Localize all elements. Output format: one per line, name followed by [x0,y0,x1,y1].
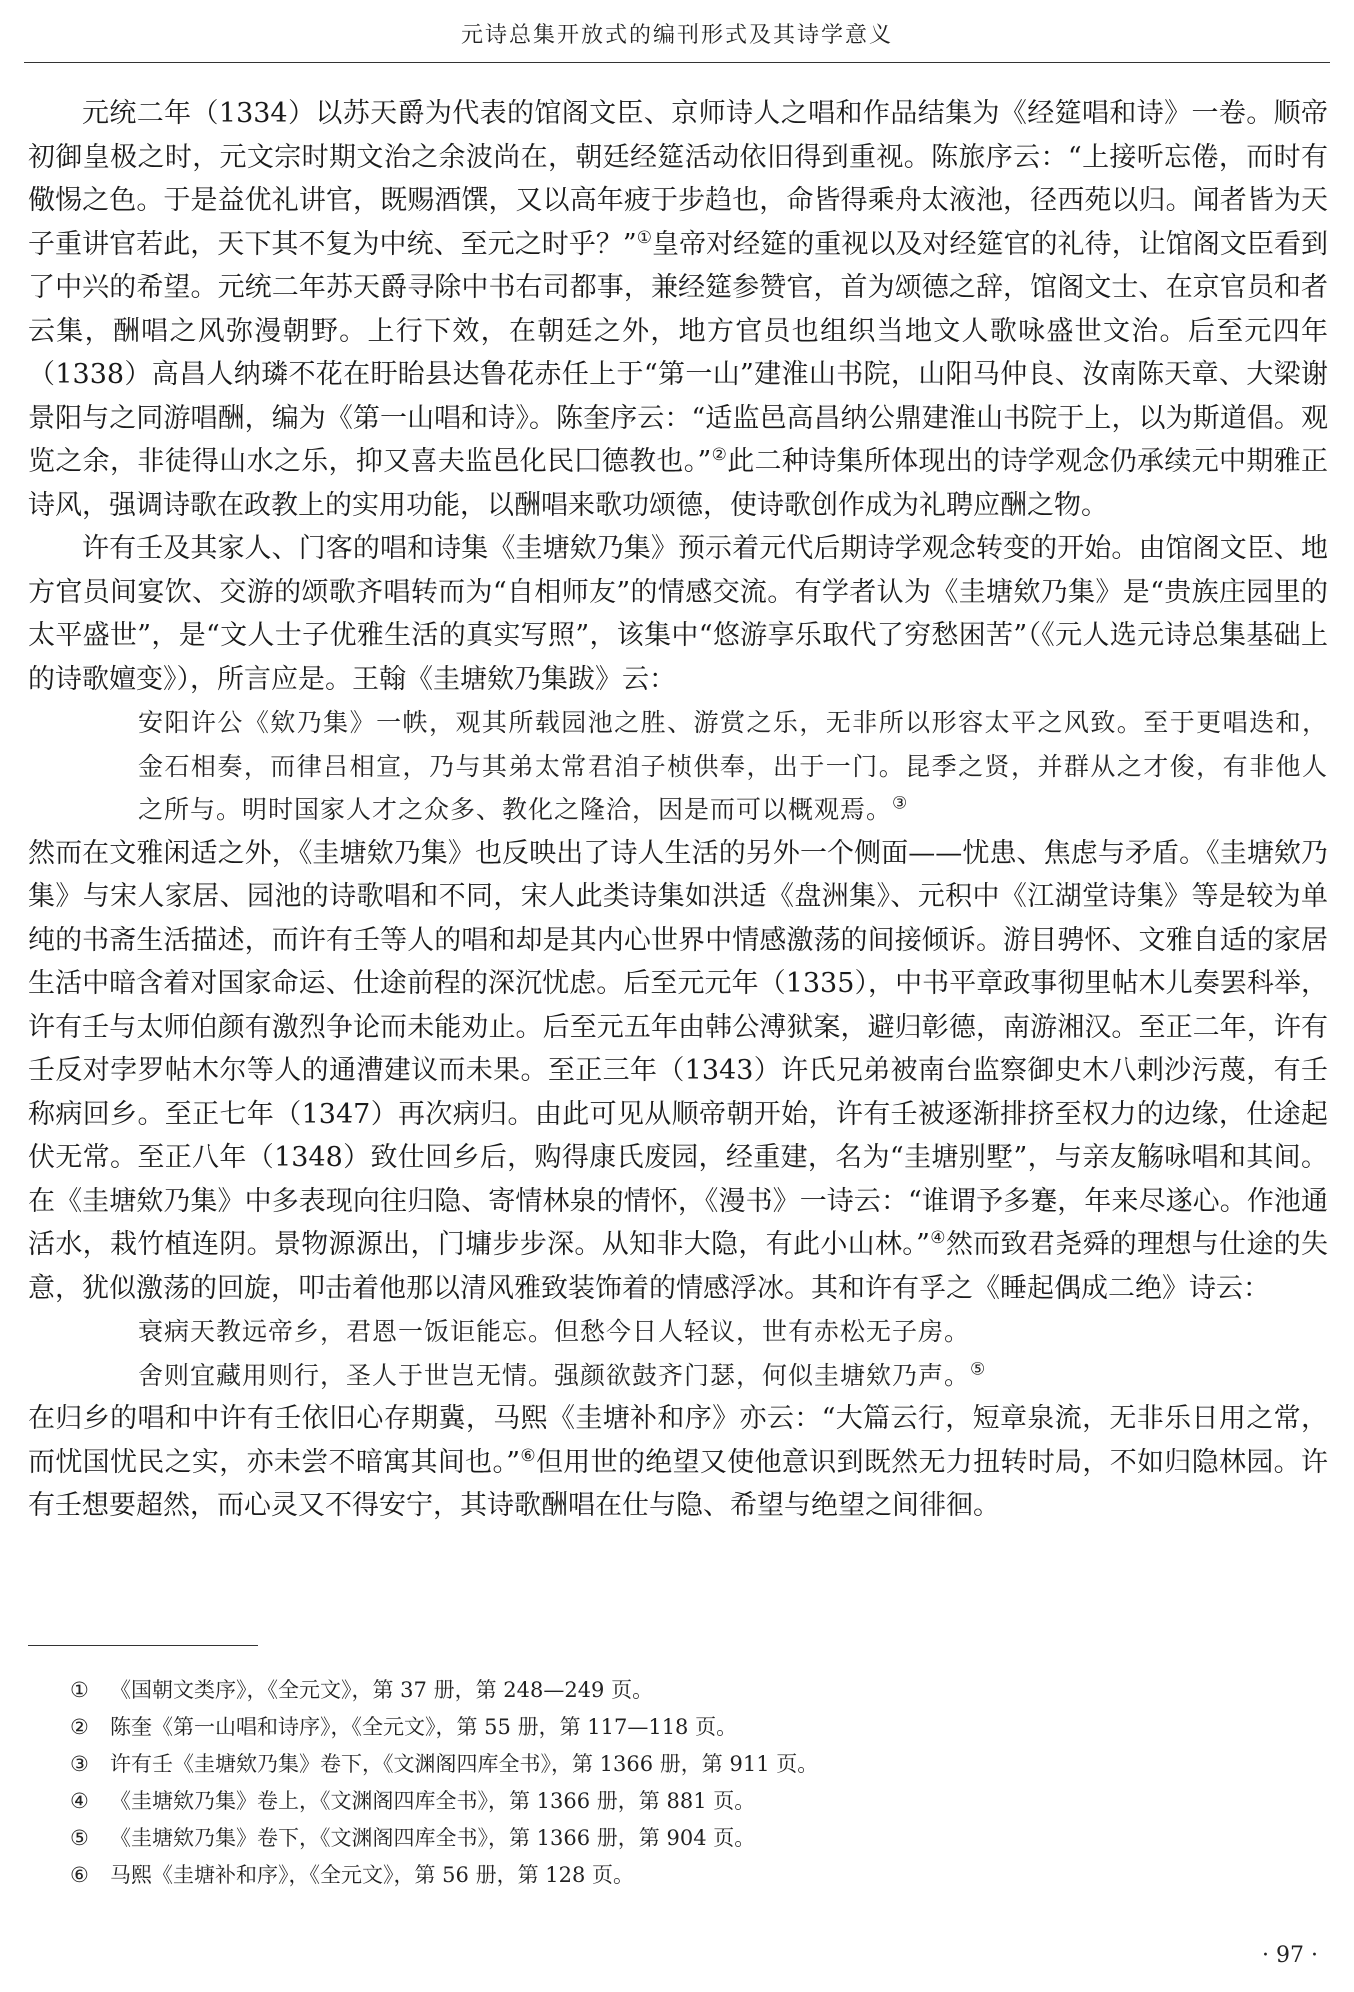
block-quote-1-text: 安阳许公《欸乃集》一帙，观其所载园池之胜、游赏之乐，无非所以形容太平之风致。至于更唱迭和，金石相奏，而律吕相宣，乃与其弟太常君洎子桢供奉，出于一门。昆季之贤，并群从之才俊，有非他人之所与。明时国家人才之众多、教化之隆洽，因是而可以概观焉。 [138,708,1328,824]
paragraph-4-text-b: 但用世的绝望又使他意识到既然无力扭转时局，不如归隐林园。许有壬想要超然，而心灵又不得安宁，其诗歌酬唱在仕与隐、希望与绝望之间徘徊。 [28,1446,1328,1521]
article-body [28,92,1328,1528]
footnote-5-mark: ⑤ [70,1826,89,1850]
paragraph-2: 许有壬及其家人、门客的唱和诗集《圭塘欸乃集》预示着元代后期诗学观念转变的开始。由馆阁文臣、地方官员间宴饮、交游的颂歌齐唱转而为“自相师友”的情感交流。有学者认为《圭塘欸乃集》是“贵族庄园里的太平盛世”，是“文人士子优雅生活的真实写照”，该集中“悠游享乐取代了穷愁困苦”（《元人选元诗总集基础上的诗歌嬗变》），所言应是。王翰《圭塘欸乃集跋》云： [28,533,1328,695]
paragraph-1-text-b: 皇帝对经筵的重视以及对经筵官的礼待，让馆阁文臣看到了中兴的希望。元统二年苏天爵寻除中书右司都事，兼经筵参赞官，首为颂德之辞，馆阁文士、在京官员和者云集，酬唱之风弥漫朝野。上行下效，在朝廷之外，地方官员也组织当地文人歌咏盛世文治。后至元四年（1338）高昌人纳璘不花在盱眙县达鲁花赤任上于“第一山”建淮山书院，山阳马仲良、汝南陈天章、大梁谢景阳与之同游唱酬，编为《第一山唱和诗》。陈奎序云：“适监邑高昌纳公鼎建淮山书院于上，以为斯道倡。观览之余，非徒得山水之乐，抑又喜夫监邑化民囗德教也。” [28,228,1328,477]
footnote-5 [70,1820,1270,1857]
footnote-4-text: 《圭塘欸乃集》卷上，《文渊阁四库全书》，第 1366 册，第 881 页。 [110,1789,756,1813]
footnote-3 [70,1746,1270,1783]
footnote-5-text: 《圭塘欸乃集》卷下，《文渊阁四库全书》，第 1366 册，第 904 页。 [110,1826,756,1850]
poem-line-2-text: 舍则宜藏用则行，圣人于世岂无情。强颜欲鼓齐门瑟，何似圭塘欸乃声。 [138,1360,971,1390]
poem-line-1: 衰病天教远帝乡，君恩一饭讵能忘。但愁今日人轻议，世有赤松无子房。 [138,1317,971,1346]
paragraph-4-text-a: 在归乡的唱和中许有壬依旧心存期冀，马熙《圭塘补和序》亦云：“大篇云行，短章泉流，无非乐日用之常，而忧国忧民之实，亦未尝不暗寓其间也。” [28,1403,1328,1478]
footnote-ref-2[interactable]: ② [711,445,728,465]
footnote-6-text: 马熙《圭塘补和序》，《全元文》，第 56 册，第 128 页。 [110,1863,635,1887]
footnote-ref-4[interactable]: ④ [929,1228,946,1248]
footnote-4-mark: ④ [70,1789,89,1813]
footnote-1-text: 《国朝文类序》，《全元文》，第 37 册，第 248—249 页。 [110,1678,654,1702]
block-quote-1 [28,701,1328,832]
page-number: · 97 · [1262,1943,1318,1968]
footnote-ref-1[interactable]: ① [636,227,653,248]
paragraph-3-text-a: 然而在文雅闲适之外，《圭塘欸乃集》也反映出了诗人生活的另外一个侧面——忧患、焦虑与矛盾。《圭塘欸乃集》与宋人家居、园池的诗歌唱和不同，宋人此类诗集如洪适《盘洲集》、元积中《江湖堂诗集》等是较为单纯的书斋生活描述，而许有壬等人的唱和却是其内心世界中情感激荡的间接倾诉。游目骋怀、文雅自适的家居生活中暗含着对国家命运、仕途前程的深沉忧虑。后至元元年（1335），中书平章政事彻里帖木儿奏罢科举，许有壬与太师伯颜有激烈争论而未能劝止。后至元五年由韩公溥狱案，避归彰德，南游湘汉。至正二年，许有壬反对孛罗帖木尔等人的通漕建议而未果。至正三年（1343）许氏兄弟被南台监察御史木八剌沙污蔑，有壬称病回乡。至正七年（1347）再次病归。由此可见从顺帝朝开始，许有壬被逐渐排挤至权力的边缘，仕途起伏无常。至正八年（1348）致仕回乡后，购得康氏废园，经重建，名为“圭塘别墅”，与亲友觞咏唱和其间。在《圭塘欸乃集》中多表现向往归隐、寄情林泉的情怀，《漫书》一诗云：“谁谓予多蹇，年来尽遂心。作池通活水，栽竹植连阴。景物源源出，门墉步步深。从知非大隐，有此小山林。” [28,837,1328,1260]
paragraph-3 [28,832,1328,1311]
footnotes [70,1672,1270,1894]
footnote-1 [70,1672,1270,1709]
footnote-1-mark: ① [70,1678,89,1702]
header-rule [24,62,1330,63]
paragraph-4 [28,1397,1328,1528]
paragraph-1-text-a: 元统二年（1334）以苏天爵为代表的馆阁文臣、京师诗人之唱和作品结集为《经筵唱和诗》一卷。顺帝初御皇极之时，元文宗时期文治之余波尚在，朝廷经筵活动依旧得到重视。陈旅序云：“上接听忘倦，而时有儆惕之色。于是益优礼讲官，既赐酒馔，又以高年疲于步趋也，命皆得乘舟太液池，径西苑以归。闻者皆为天子重讲官若此，天下其不复为中统、至元之时乎？” [28,98,1328,260]
footnote-ref-3[interactable]: ③ [892,793,909,814]
footnote-2-mark: ② [70,1715,89,1739]
footnote-4 [70,1783,1270,1820]
paragraph-3-text-b: 然而致君尧舜的理想与仕途的失意，犹似激荡的回旋，叩击着他那以清风雅致装饰着的情感浮冰。其和许有孚之《睡起偶成二绝》诗云： [28,1229,1328,1304]
footnote-3-mark: ③ [70,1752,89,1776]
paragraph-1 [28,92,1328,527]
running-title: 元诗总集开放式的编刊形式及其诗学意义 [460,23,893,48]
footnote-ref-6[interactable]: ⑥ [520,1445,536,1466]
footnote-rule [28,1645,258,1646]
footnote-3-text: 许有壬《圭塘欸乃集》卷下，《文渊阁四库全书》，第 1366 册，第 911 页。 [110,1752,819,1776]
footnote-6-mark: ⑥ [70,1863,89,1887]
footnote-ref-5[interactable]: ⑤ [970,1359,987,1380]
paragraph-1-text-c: 此二种诗集所体现出的诗学观念仍承续元中期雅正诗风，强调诗歌在政教上的实用功能，以酬唱来歌功颂德，使诗歌创作成为礼聘应酬之物。 [28,446,1328,521]
footnote-6 [70,1857,1270,1894]
poem-line-2 [28,1354,1328,1398]
footnote-2-text: 陈奎《第一山唱和诗序》，《全元文》，第 55 册，第 117—118 页。 [110,1715,738,1739]
footnote-2 [70,1709,1270,1746]
